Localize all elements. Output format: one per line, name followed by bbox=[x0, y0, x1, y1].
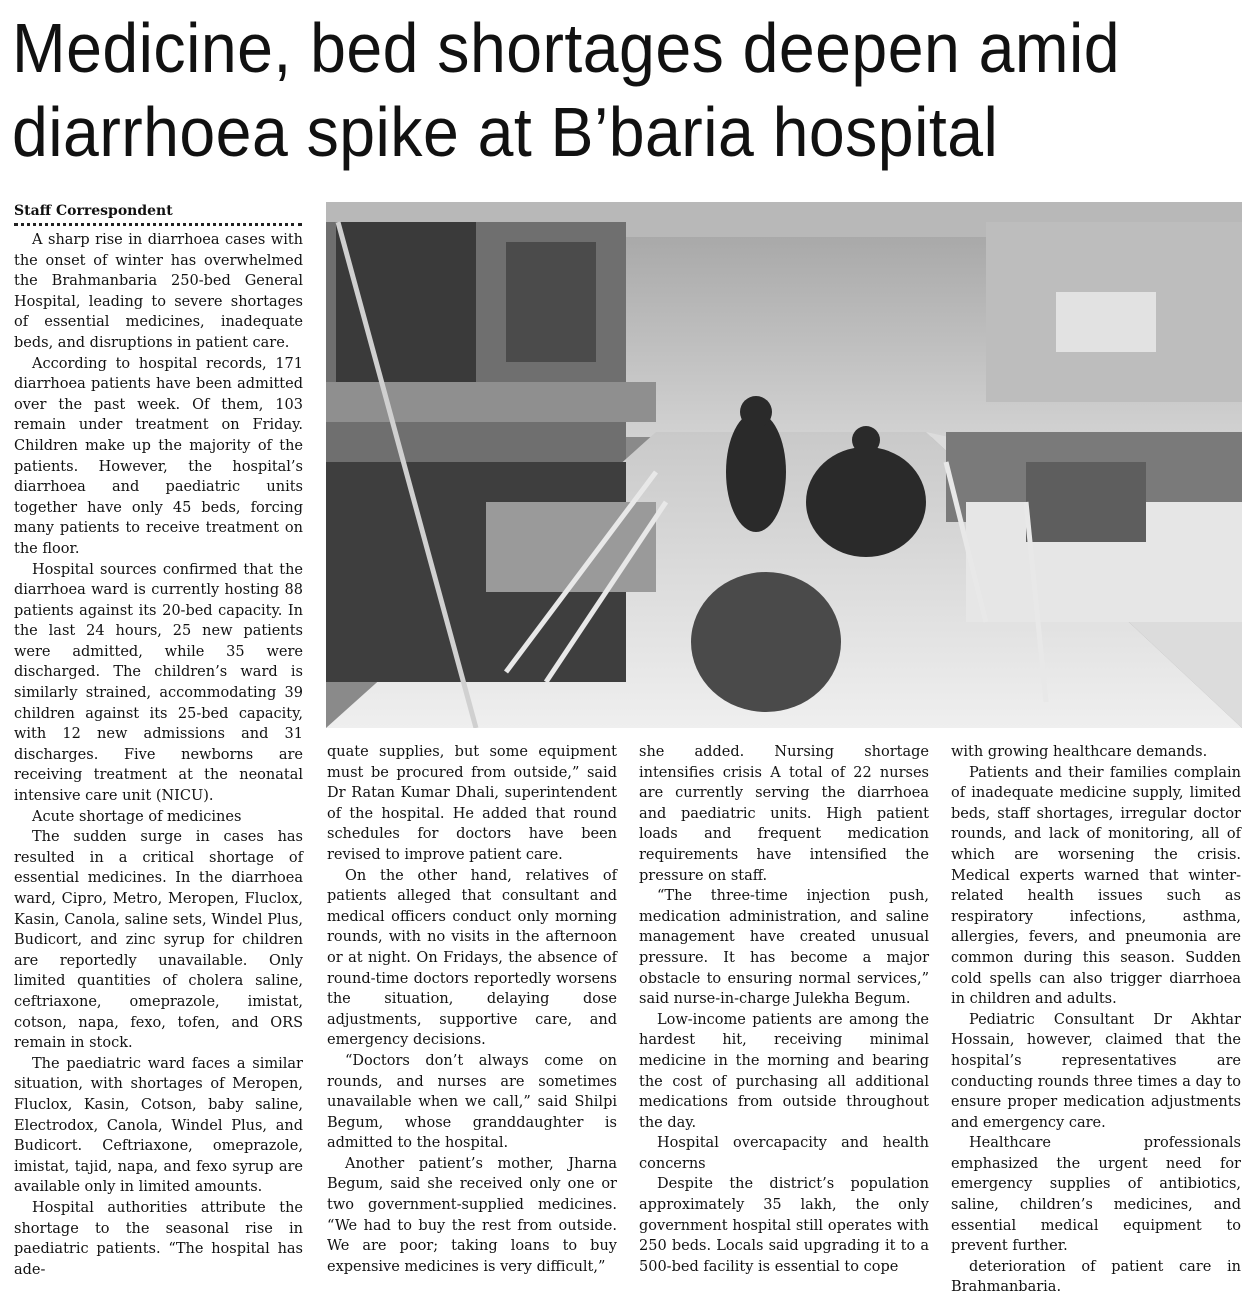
photo-bed-right bbox=[946, 432, 1242, 622]
paragraph: deterioration of patient care in Brahmanbaria. bbox=[951, 1258, 1241, 1296]
paragraph: quate supplies, but some equipment must be procured from outside,” said Dr Ratan Kumar Dhali, superintendent of the hospital. He added that round schedules for doctors have been revised to improve patient care. bbox=[327, 744, 617, 863]
paragraph: A sharp rise in diarrhoea cases with the onset of winter has overwhelmed the Brahmanbaria 250-bed General Hospital, leading to severe shortages of essential medicines, inadequate beds, and disruptions in patient care. bbox=[14, 232, 303, 351]
subheading: Acute shortage of medicines bbox=[32, 808, 242, 825]
photo-right-window bbox=[1056, 292, 1156, 352]
paragraph: On the other hand, relatives of patients alleged that consultant and medical officers conduct only morning rounds, with no visits in the afternoon or at night. On Fridays, the absence of round-time doctors reportedly worsens the situation, delaying dose adjustments, supportive care, and emergency decisions. bbox=[327, 867, 617, 1049]
headline-line-1: Medicine, bed shortages deepen amid bbox=[12, 9, 1121, 87]
photo-window-mid bbox=[506, 242, 596, 362]
headline-line-2: diarrhoea spike at B’baria hospital bbox=[12, 93, 999, 171]
paragraph: with growing healthcare demands. bbox=[951, 744, 1208, 760]
byline: Staff Correspondent bbox=[14, 200, 302, 226]
paragraph: The sudden surge in cases has resulted in a critical shortage of essential medicines. In the diarrhoea ward, Cipro, Metro, Meropen, Fluclox, Kasin, Canola, saline sets, Windel Plus, Budicort, and zinc syrup for children are reportedly unavailable. Only limited quantities of cholera saline, ceftriaxone, omeprazole, imistat, cotson, napa, fexo, tofen, and ORS remain in stock. bbox=[14, 829, 303, 1052]
article-column-3 bbox=[639, 742, 929, 1277]
paragraph: “Doctors don’t always come on rounds, and nurses are sometimes unavailable when we call,” said Shilpi Begum, whose granddaughter is admitted to the hospital. bbox=[327, 1052, 617, 1152]
headline bbox=[12, 6, 1149, 174]
paragraph: Hospital sources confirmed that the diarrhoea ward is currently hosting 88 patients against its 20-bed capacity. In the last 24 hours, 25 new patients were admitted, while 35 were discharged. The children’s ward is similarly strained, accommodating 39 children against its 25-bed capacity, with 12 new admissions and 31 discharges. Five newborns are receiving treatment at the neonatal intensive care unit (NICU). bbox=[14, 561, 303, 805]
paragraph: Despite the district’s population approximately 35 lakh, the only government hospital still operates with 250 beds. Locals said upgrading it to a 500-bed facility is essential to cope bbox=[639, 1176, 929, 1275]
paragraph: Low-income patients are among the hardest hit, receiving minimal medicine in the morning and bearing the cost of purchasing all additional medications from outside throughout the day. bbox=[639, 1011, 929, 1131]
paragraph: According to hospital records, 171 diarrhoea patients have been admitted over the past week. Of them, 103 remain under treatment on Friday. Children make up the majority of the patients. However, the hospital’s diarrhoea and paediatric units together have only 45 beds, forcing many patients to receive treatment on the floor. bbox=[14, 355, 303, 557]
paragraph: Hospital authorities attribute the shortage to the seasonal rise in paediatric patients. “The hospital has ade- bbox=[14, 1199, 303, 1278]
hospital-ward-photo bbox=[326, 202, 1242, 728]
article-column-2 bbox=[327, 742, 617, 1277]
paragraph: “The three-time injection push, medication administration, and saline management have created unusual pressure. It has become a major obstacle to ensuring normal services,” said nurse-in-charge Julekha Begum. bbox=[639, 888, 929, 1008]
photo-window-left bbox=[336, 222, 476, 382]
paragraph: Another patient’s mother, Jharna Begum, said she received only one or two government-supplied medicines. “We had to buy the rest from outside. We are poor; taking loans to buy expensive medicines is very difficult,” bbox=[327, 1155, 617, 1275]
hospital-ward-photo-icon bbox=[326, 202, 1242, 728]
paragraph: she added. Nursing shortage intensifies crisis A total of 22 nurses are currently serving the diarrhoea and paediatric units. High patient loads and frequent medication requirements have intensified the pressure on staff. bbox=[639, 744, 929, 884]
subheading: Hospital overcapacity and health concerns bbox=[639, 1135, 929, 1172]
paragraph: Patients and their families complain of inadequate medicine supply, limited beds, staff shortages, irregular doctor rounds, and lack of monitoring, all of which are worsening the crisis. Medical experts warned that winter-related health issues such as respiratory infections, asthma, allergies, fevers, and pneumonia are common during this season. Sudden cold spells can also trigger diarrhoea in children and adults. bbox=[951, 764, 1241, 1008]
paragraph: The paediatric ward faces a similar situation, with shortages of Meropen, Fluclox, Kasin, Cotson, baby saline, Electrodox, Canola, Windel Plus, and Budicort. Ceftriaxone, omeprazole, imistat, tajid, napa, and fexo syrup are available only in limited amounts. bbox=[14, 1055, 303, 1196]
article-column-1 bbox=[14, 230, 303, 1280]
article-column-4 bbox=[951, 742, 1241, 1298]
paragraph: Healthcare professionals emphasized the urgent need for emergency supplies of antibiotics, saline, children’s medicines, and essential medical equipment to prevent further. bbox=[951, 1135, 1241, 1255]
paragraph: Pediatric Consultant Dr Akhtar Hossain, however, claimed that the hospital’s representatives are conducting rounds three times a day to ensure proper medication adjustments and emergency care. bbox=[951, 1011, 1241, 1131]
